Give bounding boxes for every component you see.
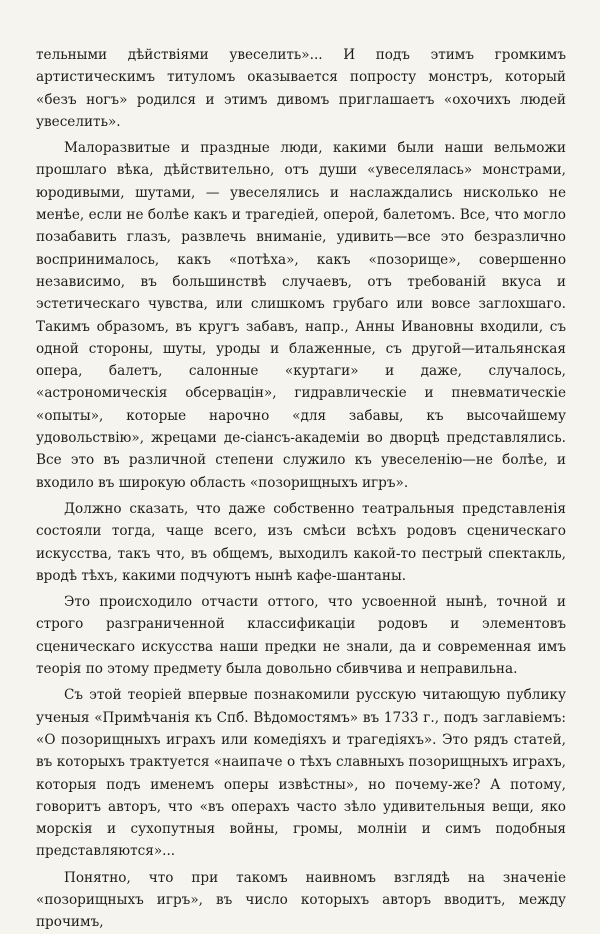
paragraph-classification: Это происходило отчасти оттого, что усвоенной нынѣ, точной и строго разграниченной классификаціи родовъ и элементовъ сценическаго искусства наши предки не знали, да и современная имъ теорія по этому предмету была довольно сбивчива и неправильна. [36, 594, 566, 678]
paragraph-continuation: тельными дѣйствіями увеселить»... И подъ этимъ громкимъ артистическимъ титуломъ оказывается попросту монстръ, который «безъ ногъ» родился и этимъ дивомъ приглашаетъ «охочихъ людей увеселить». [36, 47, 566, 130]
paragraph-theory: Съ этой теоріей впервые познакомили русскую читающую публику ученыя «Примѣчанія къ Спб. Вѣдомостямъ» въ 1733 г., подъ заглавіемъ: «О позорищныхъ играхъ или комедіяхъ и трагедіяхъ». Это рядъ статей, въ которыхъ трактуется «наипаче о тѣхъ славныхъ позорищныхъ играхъ, которыя подъ именемъ оперы извѣстны», но почему-же? А потому, говоритъ авторъ, что «въ операхъ часто зѣло удивительныя вещи, яко морскія и сухопутныя войны, громы, молніи и симъ подобныя представляются»... [36, 687, 566, 860]
paragraph-nobles-amusements: Малоразвитые и праздные люди, какими были наши вельможи прошлаго вѣка, дѣйствительно, отъ души «увеселялась» монстрами, юродивыми, шутами, — увеселялись и наслаждались нисколько не менѣе, если не болѣе какъ и трагедіей, оперой, балетомъ. Все, что могло позабавить глазъ, развлечь вниманіе, удивить—все это безразлично воспринималось, какъ «потѣха», какъ «позорище», совершенно независимо, въ большинствѣ случаевъ, отъ требованій вкуса и эстетическаго чувства, или слишкомъ грубаго или вовсе заглохшаго. Такимъ образомъ, въ кругъ забавъ, напр., Анны Ивановны входили, съ одной стороны, шуты, уроды и блаженные, съ другой—итальянская опера, балетъ, салонные «куртаги» и даже, случалось, «астрономическія обсервацін», гидравлическіе и пневматическіе «опыты», которые нарочно «для забавы, къ высочайшему удовольствію», жрецами де-сіансъ-академіи во дворцѣ представлялись. Все это въ различной степени служило къ увеселенію—не болѣе, и входило въ широкую область «позорищныхъ игръ». [36, 140, 566, 491]
page-body [36, 44, 566, 931]
paragraph-naive-view: Понятно, что при такомъ наивномъ взглядѣ на значеніе «позорищныхъ игръ», въ число которыхъ авторъ вводитъ, между прочимъ, [36, 869, 566, 931]
paragraph-theatrical-performances: Должно сказать, что даже собственно театральныя представленія состояли тогда, чаще всего, изъ смѣси всѣхъ родовъ сценическаго искусства, такъ что, въ общемъ, выходилъ какой-то пестрый спектакль, вродѣ тѣхъ, какими подчуютъ нынѣ кафе-шантаны. [36, 500, 566, 584]
